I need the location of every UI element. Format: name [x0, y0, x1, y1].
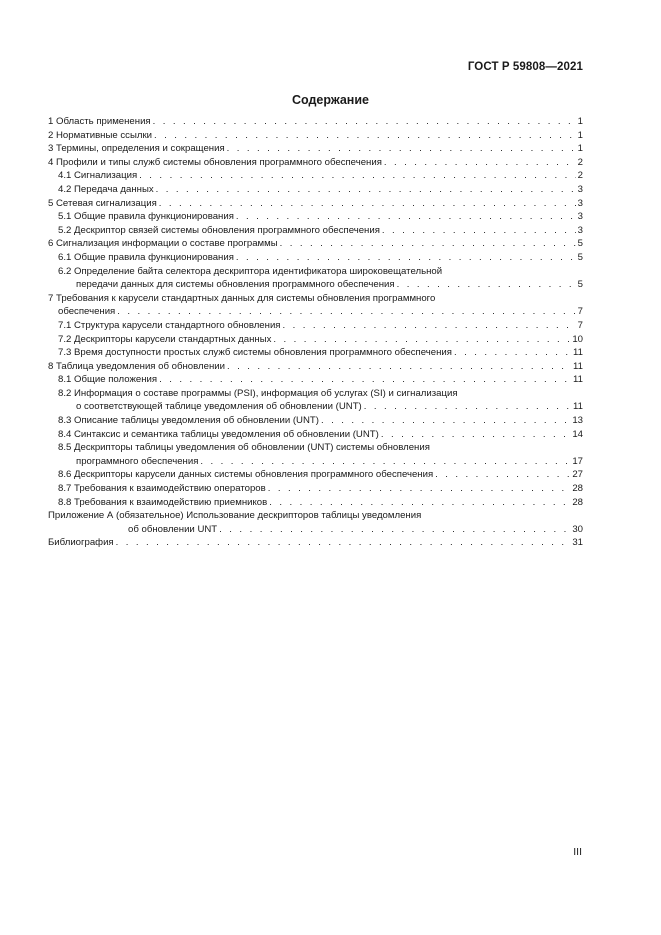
toc-entry-page: 31 [572, 537, 583, 549]
toc-leader-dots [435, 468, 570, 482]
toc-entry-page: 1 [577, 143, 583, 155]
toc-entry[interactable] [48, 197, 583, 211]
toc-entry-text: 5 Сетевая сигнализация [48, 197, 157, 209]
toc-entry[interactable] [48, 333, 583, 347]
toc-entry-text: 8.1 Общие положения [58, 374, 158, 386]
toc-entry[interactable] [48, 237, 583, 251]
toc-entry[interactable] [48, 183, 583, 197]
toc-leader-dots [156, 183, 576, 197]
toc-entry-text: обеспечения [58, 306, 116, 318]
toc-entry-page: 10 [572, 333, 583, 345]
toc-leader-dots [454, 346, 571, 360]
toc-leader-dots [280, 237, 576, 251]
toc-leader-dots [116, 536, 571, 550]
toc-entry[interactable] [48, 210, 583, 224]
toc-entry-text: 6.1 Общие правила функционирования [58, 251, 234, 263]
toc-entry[interactable] [48, 278, 583, 292]
toc-entry-page: 11 [573, 374, 583, 386]
toc-entry-page: 11 [573, 360, 583, 372]
toc-entry-page: 13 [572, 415, 583, 427]
toc-entry-page: 1 [577, 116, 583, 127]
toc-leader-dots [139, 169, 575, 183]
toc-entry[interactable] [48, 156, 583, 170]
toc-entry-text: 2 Нормативные ссылки [48, 129, 153, 141]
toc-leader-dots [200, 455, 570, 469]
toc-leader-dots [382, 224, 576, 238]
toc-entry-first-line[interactable]: 8.5 Дескрипторы таблицы уведомления об обновлении (UNT) системы обновления [58, 442, 430, 454]
table-of-contents [48, 115, 583, 550]
toc-entry-page: 28 [572, 483, 583, 495]
toc-leader-dots [159, 197, 576, 211]
toc-entry-text: 6 Сигнализация информации о составе программы [48, 238, 278, 250]
toc-entry-text: 8.6 Дескрипторы карусели данных системы обновления программного обеспечения [58, 469, 434, 481]
toc-leader-dots [381, 428, 571, 442]
toc-entry-text: 8.3 Описание таблицы уведомления об обновлении (UNT) [58, 415, 319, 427]
toc-entry-page: 11 [573, 401, 583, 413]
toc-entry-text: 7.3 Время доступности простых служб системы обновления программного обеспечения [58, 347, 452, 359]
toc-entry-text: 4.2 Передача данных [58, 183, 154, 195]
toc-leader-dots [154, 129, 576, 143]
toc-entry-text: передачи данных для системы обновления программного обеспечения [76, 279, 395, 291]
toc-entry[interactable] [48, 319, 583, 333]
toc-entry-text: 4 Профили и типы служб системы обновления программного обеспечения [48, 156, 382, 168]
toc-entry-text: 5.2 Дескриптор связей системы обновления программного обеспечения [58, 224, 380, 236]
toc-entry-page: 7 [577, 306, 583, 318]
toc-entry[interactable] [48, 468, 583, 482]
toc-entry-page: 3 [577, 224, 583, 236]
toc-entry-text: об обновлении UNT [128, 523, 218, 535]
toc-entry-page: 30 [572, 523, 583, 535]
toc-entry-first-line[interactable]: 8.2 Информация о составе программы (PSI), информация об услугах (SI) и сигнализация [58, 387, 458, 399]
toc-entry[interactable] [48, 115, 583, 129]
toc-entry-page: 3 [577, 197, 583, 209]
toc-leader-dots [273, 333, 570, 347]
toc-entry-text: о соответствующей таблице уведомления об обновлении (UNT) [76, 401, 362, 413]
toc-leader-dots [219, 523, 570, 537]
toc-entry-page: 7 [577, 319, 583, 331]
toc-leader-dots [227, 142, 576, 156]
toc-entry[interactable] [48, 455, 583, 469]
toc-leader-dots [268, 482, 571, 496]
toc-entry-page: 11 [573, 347, 583, 359]
toc-entry-page: 5 [577, 238, 583, 250]
toc-leader-dots [269, 496, 570, 510]
toc-entry[interactable] [48, 142, 583, 156]
toc-entry-page: 5 [577, 251, 583, 263]
toc-entry[interactable] [48, 536, 583, 550]
toc-entry-page: 17 [572, 455, 583, 467]
toc-entry[interactable] [48, 428, 583, 442]
toc-entry[interactable] [48, 523, 583, 537]
toc-entry-page: 3 [577, 211, 583, 223]
toc-entry[interactable] [48, 251, 583, 265]
toc-leader-dots [227, 360, 571, 374]
toc-entry-first-line[interactable]: Приложение А (обязательное) Использование дескрипторов таблицы уведомления [48, 510, 422, 522]
toc-entry-text: 7.2 Дескрипторы карусели стандартных данных [58, 333, 272, 345]
toc-entry-text: программного обеспечения [76, 455, 199, 467]
toc-leader-dots [153, 115, 576, 129]
toc-entry-text: 4.1 Сигнализация [58, 170, 138, 182]
toc-leader-dots [384, 156, 576, 170]
document-header: ГОСТ Р 59808—2021 [467, 61, 583, 73]
toc-leader-dots [159, 373, 571, 387]
toc-entry-text: 8 Таблица уведомления об обновлении [48, 360, 225, 372]
toc-entry-first-line[interactable]: 7 Требования к карусели стандартных данных для системы обновления программного [48, 292, 436, 304]
toc-entry-page: 27 [572, 469, 583, 481]
toc-entry-page: 28 [572, 496, 583, 508]
toc-entry[interactable] [48, 373, 583, 387]
page-number: III [573, 846, 582, 858]
toc-entry[interactable] [48, 169, 583, 183]
toc-entry[interactable] [48, 400, 583, 414]
toc-entry[interactable] [48, 305, 583, 319]
toc-entry[interactable] [48, 224, 583, 238]
toc-leader-dots [283, 319, 576, 333]
toc-entry-text: 5.1 Общие правила функционирования [58, 211, 234, 223]
toc-leader-dots [236, 210, 576, 224]
toc-entry-first-line[interactable]: 6.2 Определение байта селектора дескриптора идентификатора широковещательной [58, 265, 443, 277]
toc-leader-dots [236, 251, 576, 265]
toc-entry[interactable] [48, 496, 583, 510]
page-title: Содержание [291, 93, 369, 107]
toc-entry-page: 2 [577, 170, 583, 182]
toc-leader-dots [397, 278, 576, 292]
toc-leader-dots [117, 305, 575, 319]
toc-entry[interactable] [48, 414, 583, 428]
toc-entry-text: 8.7 Требования к взаимодействию операторов [58, 483, 266, 495]
toc-leader-dots [321, 414, 570, 428]
toc-entry[interactable] [48, 346, 583, 360]
toc-entry-page: 14 [572, 428, 583, 440]
toc-entry[interactable] [48, 482, 583, 496]
toc-entry[interactable] [48, 129, 583, 143]
toc-entry-text: Библиография [48, 537, 114, 549]
toc-entry-page: 1 [577, 129, 583, 141]
toc-entry-page: 5 [577, 279, 583, 291]
toc-entry-text: 8.4 Синтаксис и семантика таблицы уведомления об обновлении (UNT) [58, 428, 379, 440]
toc-entry-page: 2 [577, 156, 583, 168]
toc-leader-dots [364, 400, 571, 414]
toc-entry-text: 3 Термины, определения и сокращения [48, 143, 225, 155]
toc-entry-text: 1 Область применения [48, 116, 151, 127]
toc-entry-page: 3 [577, 183, 583, 195]
toc-entry-text: 7.1 Структура карусели стандартного обновления [58, 319, 281, 331]
toc-entry-text: 8.8 Требования к взаимодействию приемников [58, 496, 268, 508]
toc-entry[interactable] [48, 360, 583, 374]
